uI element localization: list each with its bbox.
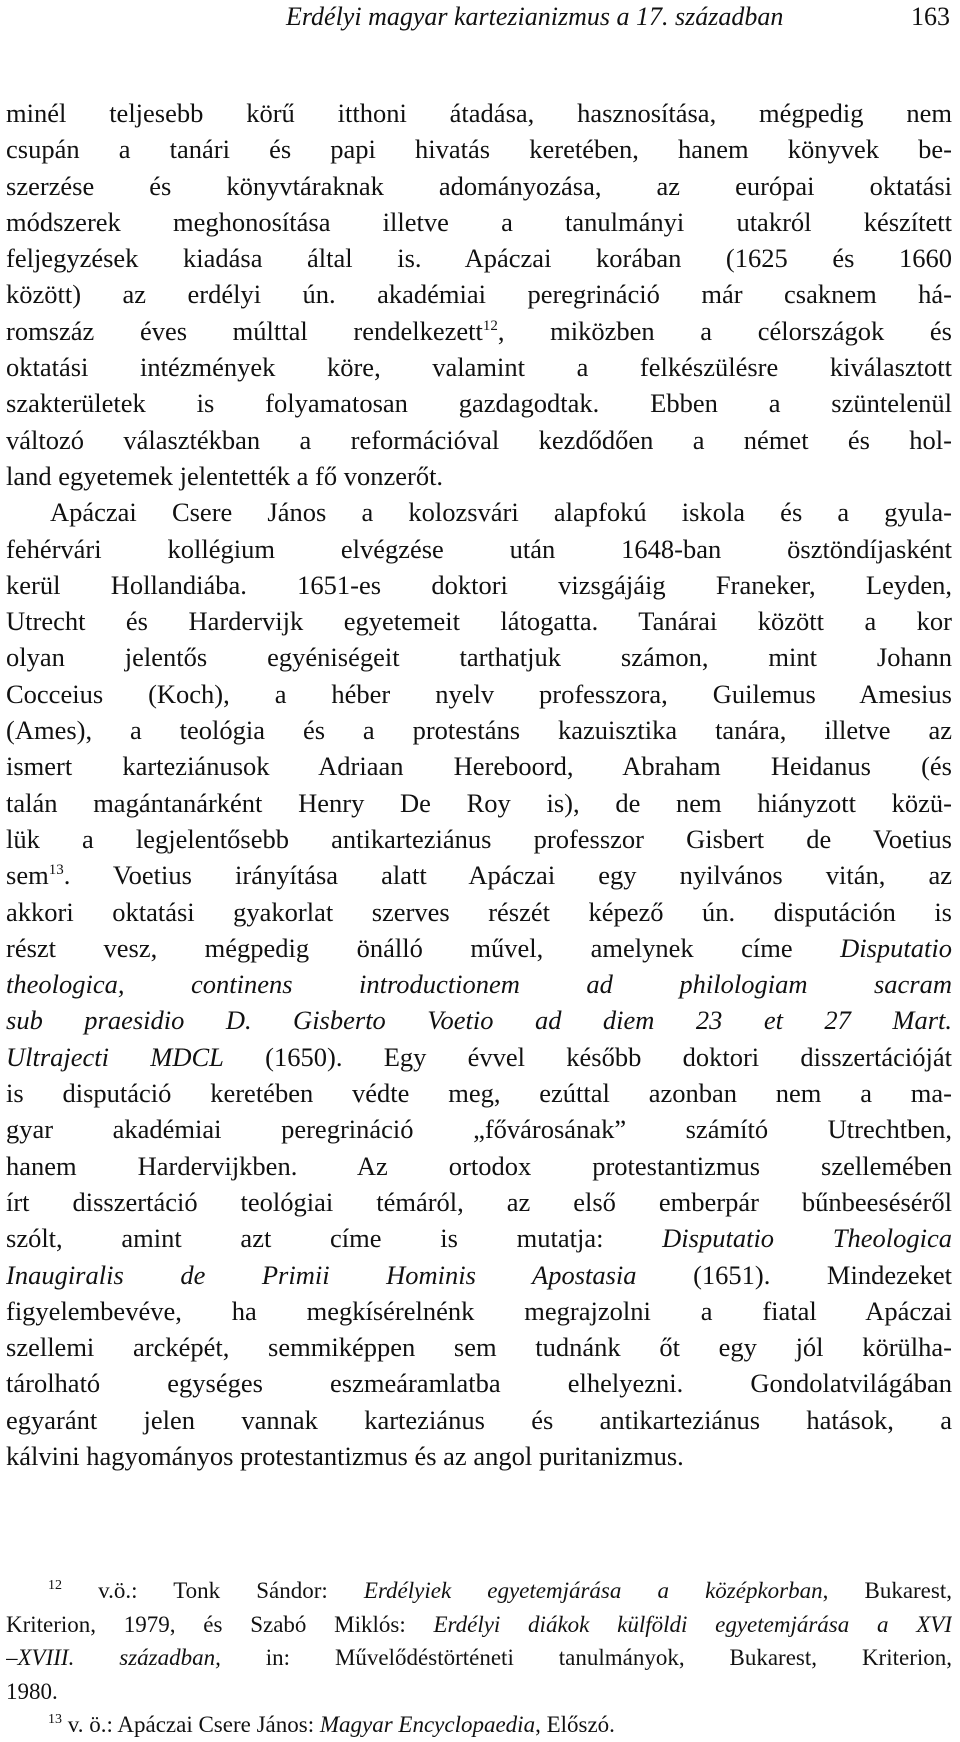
text-line: is disputáció keretében védte meg, ezúttal azonban nem a ma-	[6, 1078, 952, 1109]
running-title: Erdélyi magyar kartezianizmus a 17. században	[286, 2, 784, 31]
text-line: talán magántanárként Henry De Roy is), de nem hiányzott közü-	[6, 787, 952, 818]
italic-title: Erdélyi diákok külföldi egyetemjárása a XVI	[433, 1611, 952, 1637]
text-line: szakterületek is folyamatosan gazdagodtak. Ebben a szüntelenül	[6, 388, 952, 419]
footnote-line: 1980.	[6, 1678, 58, 1704]
text-segment: v. ö.: Apáczai Csere János:	[62, 1712, 320, 1737]
text-segment: , miközben a célországok és	[497, 315, 952, 346]
text-line: feljegyzések kiadása által is. Apáczai korában (1625 és 1660	[6, 243, 952, 274]
text-line: minél teljesebb körű itthoni átadása, hasznosítása, mégpedig nem	[6, 98, 952, 128]
text-line: írt disszertáció teológiai témáról, az első emberpár bűnbeeséséről	[6, 1186, 952, 1217]
text-segment: sem	[6, 860, 49, 891]
text-line: hanem Hardervijkben. Az ortodox protestantizmus szellemében	[6, 1150, 952, 1181]
text-segment: szólt, amint azt címe is mutatja:	[6, 1223, 663, 1254]
text-line: között) az erdélyi ún. akadémiai peregrináció már csaknem há-	[6, 279, 952, 310]
italic-title: Disputatio	[840, 932, 952, 963]
text-segment: v.ö.: Tonk Sándor:	[62, 1578, 364, 1603]
text-line: módszerek meghonosítása illetve a tanulmányi utakról készített	[6, 206, 952, 237]
text-line: figyelembevéve, ha megkísérelnénk megrajzolni a fiatal Apáczai	[6, 1295, 952, 1326]
footnote-12	[6, 1574, 952, 1608]
text-segment: Kriterion, 1979, és Szabó Miklós:	[6, 1611, 434, 1637]
footnote-mark: 12	[48, 1578, 62, 1593]
text-line	[6, 1257, 952, 1293]
text-line	[6, 966, 952, 1002]
text-line: Apáczai Csere János a kolozsvári alapfokú iskola és a gyula-	[50, 497, 952, 528]
text-line: kerül Hollandiába. 1651-es doktori vizsgájáig Franeker, Leyden,	[6, 569, 952, 600]
italic-title: Erdélyiek egyetemjárása a középkorban	[363, 1578, 823, 1603]
italic-title: sub praesidio D. Gisberto Voetio ad diem 23 et 27 Mart.	[6, 1005, 952, 1036]
text-segment: részt vesz, mégpedig önálló művel, amelynek címe	[6, 932, 841, 963]
text-line: tárolható egységes eszmeáramlatba elhelyezni. Gondolatvilágában	[6, 1368, 952, 1399]
text-line: szerzése és könyvtáraknak adományozása, az európai oktatási	[6, 170, 952, 201]
text-line	[6, 313, 952, 349]
text-line: oktatási intézmények köre, valamint a felkészülésre kiválasztott	[6, 352, 952, 383]
text-line: változó választékban a reformációval kezdődően a német és hol-	[6, 424, 952, 455]
footnote-line	[6, 1641, 952, 1675]
footnote-mark: 13	[48, 1712, 62, 1727]
text-segment: in: Művelődéstörténeti tanulmányok, Bukarest, Kriterion,	[220, 1645, 952, 1670]
text-segment: (1650). Egy évvel később doktori disszertációját	[223, 1041, 952, 1072]
text-line: ismert karteziánusok Adriaan Hereboord, Abraham Heidanus (és	[6, 751, 952, 782]
footnote-line	[6, 1608, 952, 1642]
text-line: gyar akadémiai peregrináció „fővárosának” számító Utrechtben,	[6, 1114, 952, 1145]
text-line: Utrecht és Hardervijk egyetemeit látogatta. Tanárai között a kor	[6, 606, 952, 637]
text-line: lük a legjelentősebb antikarteziánus professzor Gisbert de Voetius	[6, 823, 952, 854]
footnote-ref-13[interactable]: 13	[48, 862, 64, 879]
text-line	[6, 1002, 952, 1038]
text-segment: , Előszó.	[535, 1712, 615, 1737]
text-line: egyaránt jelen vannak karteziánus és antikarteziánus hatások, a	[6, 1404, 952, 1435]
body-text	[6, 95, 952, 1474]
text-segment: , Bukarest,	[822, 1578, 952, 1603]
footnote-ref-12[interactable]: 12	[482, 317, 498, 334]
text-segment: romszáz éves múlttal rendelkezett	[6, 315, 483, 346]
italic-title: Inaugiralis de Primii Hominis Apostasia	[6, 1259, 637, 1290]
text-line	[6, 930, 952, 966]
italic-title: –XVIII. században,	[6, 1645, 221, 1670]
text-segment: . Voetius irányítása alatt Apáczai egy nyilvános vitán, az	[63, 860, 952, 891]
text-line: fehérvári kollégium elvégzése után 1648-ban ösztöndíjasként	[6, 533, 952, 564]
page-number: 163	[911, 2, 950, 31]
text-line: akkori oktatási gyakorlat szerves részét képező ún. disputáción is	[6, 896, 952, 927]
text-line: szellemi arcképét, semmiképpen sem tudnánk őt egy jól körülha-	[6, 1332, 952, 1363]
italic-title: Ultrajecti MDCL	[6, 1041, 224, 1072]
text-line: olyan jelentős egyéniségeit tarthatjuk számon, mint Johann	[6, 642, 952, 673]
italic-title: Disputatio Theologica	[662, 1223, 952, 1254]
text-line: kálvini hagyományos protestantizmus és az angol puritanizmus.	[6, 1440, 684, 1471]
text-line: land egyetemek jelentették a fő vonzerőt.	[6, 460, 444, 491]
text-line	[6, 857, 952, 893]
text-line	[6, 1220, 952, 1256]
footnote-13	[6, 1708, 952, 1742]
text-line: csupán a tanári és papi hivatás keretében, hanem könyvek be-	[6, 134, 952, 165]
running-header	[0, 0, 960, 40]
italic-title: Magyar Encyclopaedia	[319, 1712, 536, 1737]
footnotes	[6, 1574, 952, 1742]
text-segment: (1651). Mindezeket	[636, 1259, 952, 1290]
text-line: Cocceius (Koch), a héber nyelv professzora, Guilemus Amesius	[6, 678, 952, 709]
text-line: (Ames), a teológia és a protestáns kazuisztika tanára, illetve az	[6, 715, 952, 746]
italic-title: theologica, continens introductionem ad philologiam sacram	[6, 969, 952, 1000]
text-line	[6, 1039, 952, 1075]
